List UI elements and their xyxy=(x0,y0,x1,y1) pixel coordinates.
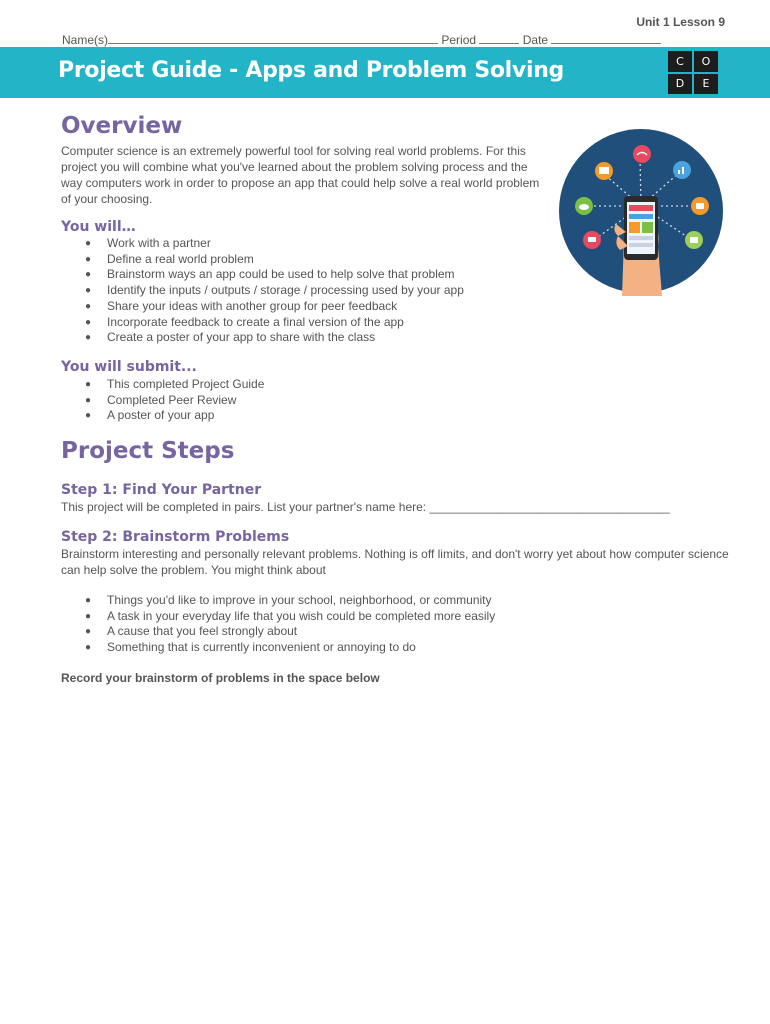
logo-letter: C xyxy=(668,51,692,72)
logo-letter: E xyxy=(694,74,718,95)
list-item: ● Work with a partner xyxy=(61,236,464,252)
list-item: ● A task in your everyday life that you wish could be completed more easily xyxy=(61,609,495,625)
you-will-submit-list xyxy=(61,377,264,424)
step1-heading: Step 1: Find Your Partner xyxy=(61,482,262,498)
period-label: Period xyxy=(441,33,477,47)
list-item: ● Something that is currently inconvenient or annoying to do xyxy=(61,640,495,656)
period-blank[interactable] xyxy=(479,32,519,44)
list-item: ● Incorporate feedback to create a final version of the app xyxy=(61,315,464,331)
record-brainstorm-label: Record your brainstorm of problems in the space below xyxy=(61,671,380,685)
logo-letter: O xyxy=(694,51,718,72)
cart-icon xyxy=(583,231,601,249)
overview-heading: Overview xyxy=(61,113,183,139)
list-item: ● Define a real world problem xyxy=(61,252,464,268)
you-will-list xyxy=(61,236,464,346)
logo-letter: D xyxy=(668,74,692,95)
image-icon xyxy=(685,231,703,249)
list-item: ● A cause that you feel strongly about xyxy=(61,624,495,640)
chart-icon xyxy=(673,161,691,179)
step1-text: This project will be completed in pairs. List your partner's name here: ____________________________________ xyxy=(61,500,670,514)
overview-text: Computer science is an extremely powerful tool for solving real world problems. For this project you will combine what you've learned about the problem solving process and the way computers work in order to propose an app that could help solve a real world problem of your choosing. xyxy=(61,144,540,206)
code-logo xyxy=(668,51,718,94)
you-will-submit-heading: You will submit... xyxy=(61,359,197,375)
project-steps-heading: Project Steps xyxy=(61,438,235,464)
cloud-icon xyxy=(575,197,593,215)
step2-heading: Step 2: Brainstorm Problems xyxy=(61,529,290,545)
list-item: ● Things you'd like to improve in your school, neighborhood, or community xyxy=(61,593,495,609)
message-icon xyxy=(691,197,709,215)
list-item: ● Brainstorm ways an app could be used to help solve that problem xyxy=(61,267,464,283)
date-blank[interactable] xyxy=(551,32,661,44)
name-label: Name(s) xyxy=(62,33,109,47)
list-item: ● Completed Peer Review xyxy=(61,393,264,409)
step2-ideas-list xyxy=(61,593,495,656)
list-item: ● A poster of your app xyxy=(61,408,264,424)
step2-text: Brainstorm interesting and personally relevant problems. Nothing is off limits, and don't worry yet about how computer science can help solve the problem. You might think about xyxy=(61,547,729,577)
email-icon xyxy=(595,162,613,180)
name-blank[interactable] xyxy=(108,32,438,44)
unit-lesson-label: Unit 1 Lesson 9 xyxy=(636,15,725,29)
page-title: Project Guide - Apps and Problem Solving xyxy=(58,58,565,83)
student-info-line xyxy=(62,32,661,47)
date-label: Date xyxy=(522,33,549,47)
list-item: ● This completed Project Guide xyxy=(61,377,264,393)
list-item: ● Identify the inputs / outputs / storage / processing used by your app xyxy=(61,283,464,299)
list-item: ● Create a poster of your app to share with the class xyxy=(61,330,464,346)
wifi-icon xyxy=(633,145,651,163)
list-item: ● Share your ideas with another group for peer feedback xyxy=(61,299,464,315)
you-will-heading: You will… xyxy=(61,219,136,235)
phone-apps-illustration xyxy=(558,126,724,296)
